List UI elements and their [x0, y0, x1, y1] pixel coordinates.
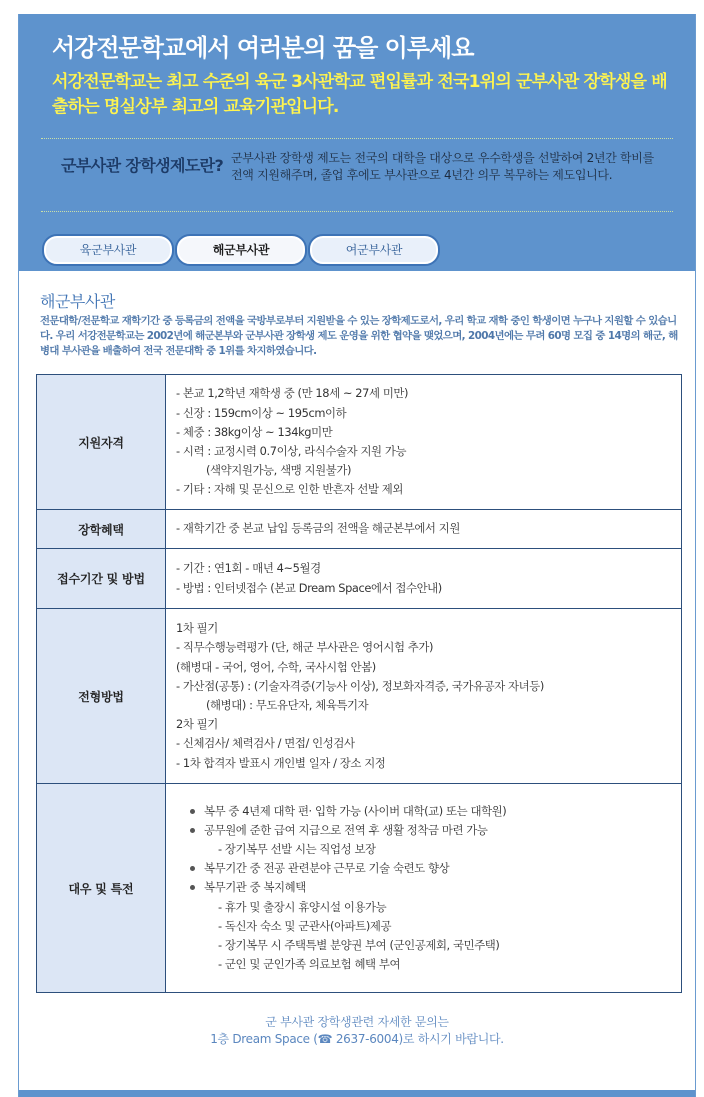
text-line: - 신장 : 159cm이상 ~ 195cm이하 — [176, 405, 347, 420]
hero-title: 서강전문학교에서 여러분의 꿈을 이루세요 — [52, 34, 474, 62]
row-value — [166, 510, 682, 549]
sub-item: - 장기복무 선발 시는 직업성 보장 — [218, 841, 376, 856]
row-value — [166, 549, 682, 609]
list-item — [190, 821, 681, 840]
tab-navy[interactable]: 해군부사관 — [175, 234, 307, 266]
row-label: 지원자격 — [37, 375, 166, 510]
list-item-text: 공무원에 준한 급여 지급으로 전역 후 생활 정착금 마련 가능 — [204, 822, 488, 837]
table-row — [37, 609, 682, 784]
text-line: (색약지원가능, 색맹 지원불가) — [206, 463, 351, 478]
text-line: - 직무수행능력평가 (단, 해군 부사관은 영어시험 추가) — [176, 640, 434, 655]
table-row — [37, 549, 682, 609]
definition-title: 군부사관 장학생제도란? — [61, 156, 224, 175]
text-line: - 기간 : 연1회 - 매년 4~5월경 — [176, 561, 321, 576]
text-line: - 시력 : 교정시력 0.7이상, 라식수술자 지원 가능 — [176, 444, 407, 458]
footer-line: 군 부사관 장학생관련 자세한 문의는 — [265, 1015, 449, 1029]
text-line: 1차 필기 — [176, 621, 218, 636]
list-item-text: 복무기간 중 전공 관련분야 근무로 기술 숙련도 향상 — [204, 861, 450, 876]
text-line: - 방법 : 인터넷접수 (본교 Dream Space에서 접수안내) — [176, 580, 442, 595]
hero-subtitle: 서강전문학교는 최고 수준의 육군 3사관학교 편입률과 전국1위의 군부사관 장학생을 배출하는 명실상부 최고의 교육기관입니다. — [52, 72, 667, 117]
row-label: 장학혜택 — [37, 510, 166, 549]
tab-army[interactable]: 육군부사관 — [42, 234, 174, 266]
row-label: 접수기간 및 방법 — [37, 549, 166, 609]
table-row — [37, 510, 682, 549]
text-line: - 1차 합격자 발표시 개인별 일자 / 장소 지정 — [176, 755, 386, 770]
benefits-list — [176, 802, 681, 975]
row-value — [166, 375, 682, 510]
text-line: (해병대 - 국어, 영어, 수학, 국사시험 안봄) — [176, 659, 376, 674]
list-item-text: 복무 중 4년제 대학 편· 입학 가능 (사이버 대학(교) 또는 대학원) — [204, 803, 507, 818]
text-line: - 신체검사/ 체력검사 / 면접/ 인성검사 — [176, 736, 355, 751]
text-line: - 기타 : 자해 및 문신으로 인한 반흔자 선발 제외 — [176, 482, 403, 497]
text-line: (해병대) : 무도유단자, 체육특기자 — [206, 698, 369, 712]
bullet-icon — [190, 828, 195, 833]
text-line: - 본교 1,2학년 재학생 중 (만 18세 ~ 27세 미만) — [176, 386, 409, 401]
list-item-text: 복무기관 중 복지혜택 — [204, 880, 306, 895]
footer-line: 1층 Dream Space (☎ 2637-6004)로 하시기 바랍니다. — [210, 1032, 504, 1046]
footer-contact — [19, 1014, 695, 1048]
list-item — [190, 802, 681, 821]
row-value — [166, 784, 682, 993]
bullet-icon — [190, 885, 195, 890]
list-item — [190, 859, 681, 878]
divider-top — [41, 138, 673, 139]
table-row — [37, 784, 682, 993]
bullet-icon — [190, 809, 195, 814]
text-line: - 가산점(공통) : (기술자격증(기능사 이상), 정보화자격증, 국가유공자 자녀등) — [176, 678, 544, 693]
bullet-icon — [190, 866, 195, 871]
row-value — [166, 609, 682, 784]
text-line: 2차 필기 — [176, 717, 218, 732]
tab-women[interactable]: 여군부사관 — [308, 234, 440, 266]
row-label: 전형방법 — [37, 609, 166, 784]
section-description: 전문대학/전문학교 재학기간 중 등록금의 전액을 국방부로부터 지원받을 수 있는 장학제도로서, 우리 학교 재학 중인 학생이면 누구나 지원할 수 있습니다. 우리 서강전문학교는 2002년에 해군본부와 군부사관 장학생 제도 운영을 위한 협약을 맺었으며, 2004년에는 무려 60명 모집 중 14명의 해군, 해병대 부사관을 배출하여 전국 전문대학 중 1위를 차지하였습니다. — [40, 315, 678, 357]
table-row — [37, 375, 682, 510]
bottom-bar — [19, 1090, 695, 1097]
list-item — [190, 878, 681, 897]
text-line: - 체중 : 38kg이상 ~ 134kg미만 — [176, 424, 333, 439]
section-title: 해군부사관 — [40, 292, 115, 311]
sub-item: - 장기복무 시 주택특별 분양권 부여 (군인공제회, 국민주택) — [218, 938, 500, 952]
definition-body: 군부사관 장학생 제도는 전국의 대학을 대상으로 우수학생을 선발하여 2년간 학비를 전액 지원해주며, 졸업 후에도 부사관으로 4년간 의무 복무하는 제도입니다. — [231, 151, 654, 182]
sub-item: - 독신자 숙소 및 군관사(아파트)제공 — [218, 918, 392, 933]
hero-banner — [19, 14, 695, 271]
divider-bottom — [41, 211, 673, 212]
text-line: - 재학기간 중 본교 납입 등록금의 전액을 해군본부에서 지원 — [176, 521, 460, 536]
row-label: 대우 및 특전 — [37, 784, 166, 993]
sub-item: - 휴가 및 출장시 휴양시설 이용가능 — [218, 899, 387, 914]
info-table — [36, 374, 682, 993]
sub-item: - 군인 및 군인가족 의료보험 혜택 부여 — [218, 957, 401, 972]
page-frame — [18, 14, 696, 1097]
